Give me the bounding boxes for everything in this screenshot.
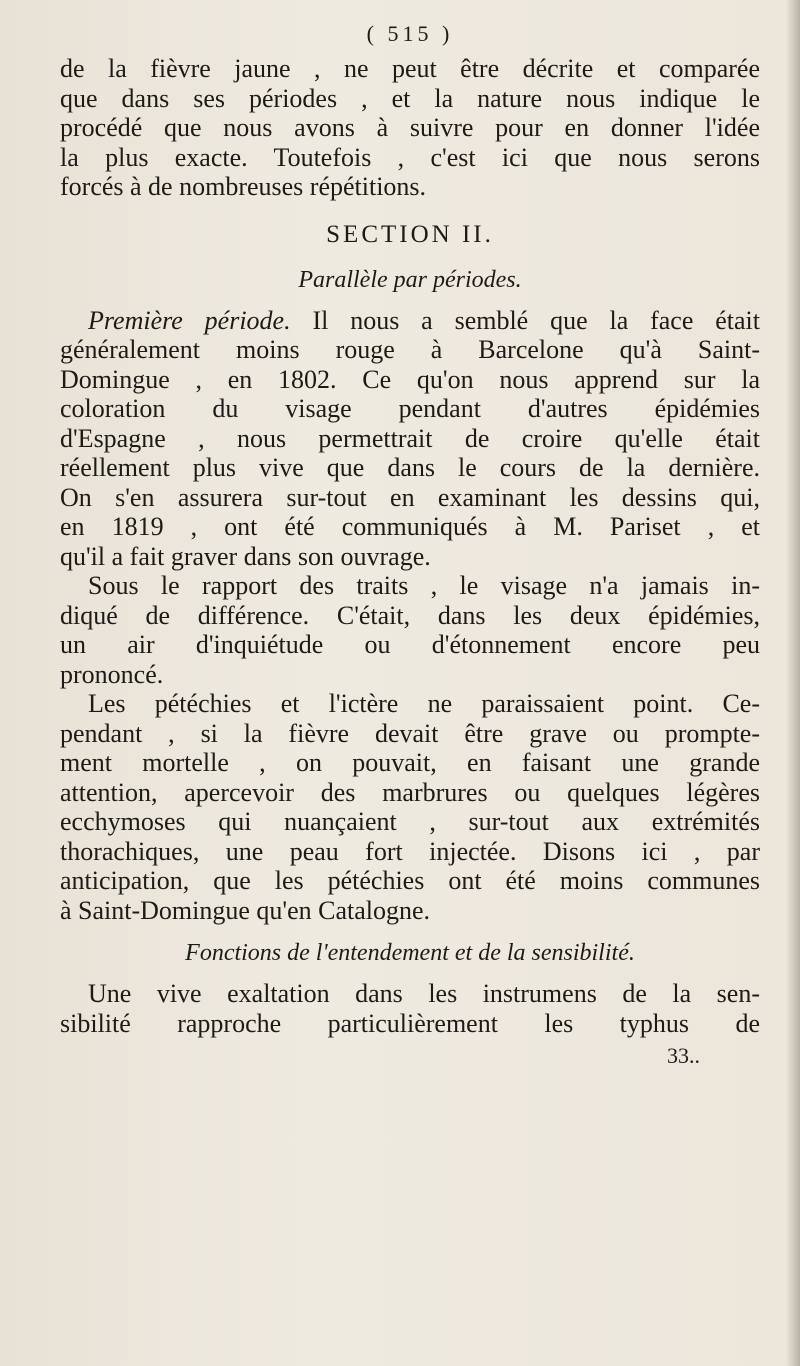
text-line: ecchymoses qui nuançaient , sur-tout aux extrémités [60,807,760,836]
paragraph-sensibilite [60,979,760,1038]
text-line: thorachiques, une peau fort injectée. Disons ici , par [60,836,760,866]
text-line: anticipation, que les pétéchies ont été moins communes [60,866,760,895]
text-line: diqué de différence. C'était, dans les deux épidémies, [60,600,760,630]
text-line: Une vive exaltation dans les instrumens de la sen- [88,979,760,1008]
text-line: Sous le rapport des traits , le visage n'a jamais in- [88,571,760,600]
text-line: que dans ses périodes , et la nature nous indique le [60,83,760,113]
text-line [60,306,760,336]
text-line: Les pétéchies et l'ictère ne paraissaient point. Ce- [88,689,760,718]
text-line: à Saint-Domingue qu'en Catalogne. [60,895,431,925]
text-line: ment mortelle , on pouvait, en faisant une grande [60,748,760,777]
text-line: de la fièvre jaune , ne peut être décrite et comparée [60,54,760,83]
paragraph-lead: Première période. [88,305,291,335]
text-line: On s'en assurera sur-tout en examinant les dessins qui, [60,482,760,512]
text-line: d'Espagne , nous permettrait de croire qu'elle était [60,423,760,453]
text-line: forcés à de nombreuses répétitions. [60,172,427,201]
text-line: procédé que nous avons à suivre pour en donner l'idée [60,113,760,142]
text-line: généralement moins rouge à Barcelone qu'à Saint- [60,335,760,364]
text-line: un air d'inquiétude ou d'étonnement encore peu [60,630,760,659]
text-line: la plus exacte. Toutefois , c'est ici que nous serons [60,142,760,172]
page-number: ( 515 ) [366,21,454,46]
text-line: prononcé. [60,659,164,689]
paragraph-petechies [60,689,760,925]
text-line: qu'il a fait graver dans son ouvrage. [60,541,431,571]
text-line: coloration du visage pendant d'autres épidémies [60,394,760,423]
text-line: réellement plus vive que dans le cours de la dernière. [60,453,760,482]
text-line: pendant , si la fièvre devait être grave ou prompte- [60,718,760,748]
text-line: en 1819 , ont été communiqués à M. Pariset , et [60,512,760,541]
section-subtitle: Parallèle par périodes. [298,266,522,293]
intro-paragraph [60,54,760,202]
section-heading: SECTION II. [326,220,494,248]
paragraph-traits [60,571,760,689]
paragraph-premiere-periode [60,306,760,572]
page-text-block [60,20,760,1070]
text-line: attention, apercevoir des marbrures ou quelques légères [60,777,760,807]
page-edge-shadow [786,0,800,1366]
subsection-heading: Fonctions de l'entendement et de la sensibilité. [185,940,635,966]
text-line: Domingue , en 1802. Ce qu'on nous apprend sur la [60,364,760,394]
text-line: sibilité rapproche particulièrement les typhus de [60,1008,760,1038]
signature-mark: 33.. [667,1043,700,1068]
text-fragment: Il nous a semblé que la face était [290,305,760,335]
